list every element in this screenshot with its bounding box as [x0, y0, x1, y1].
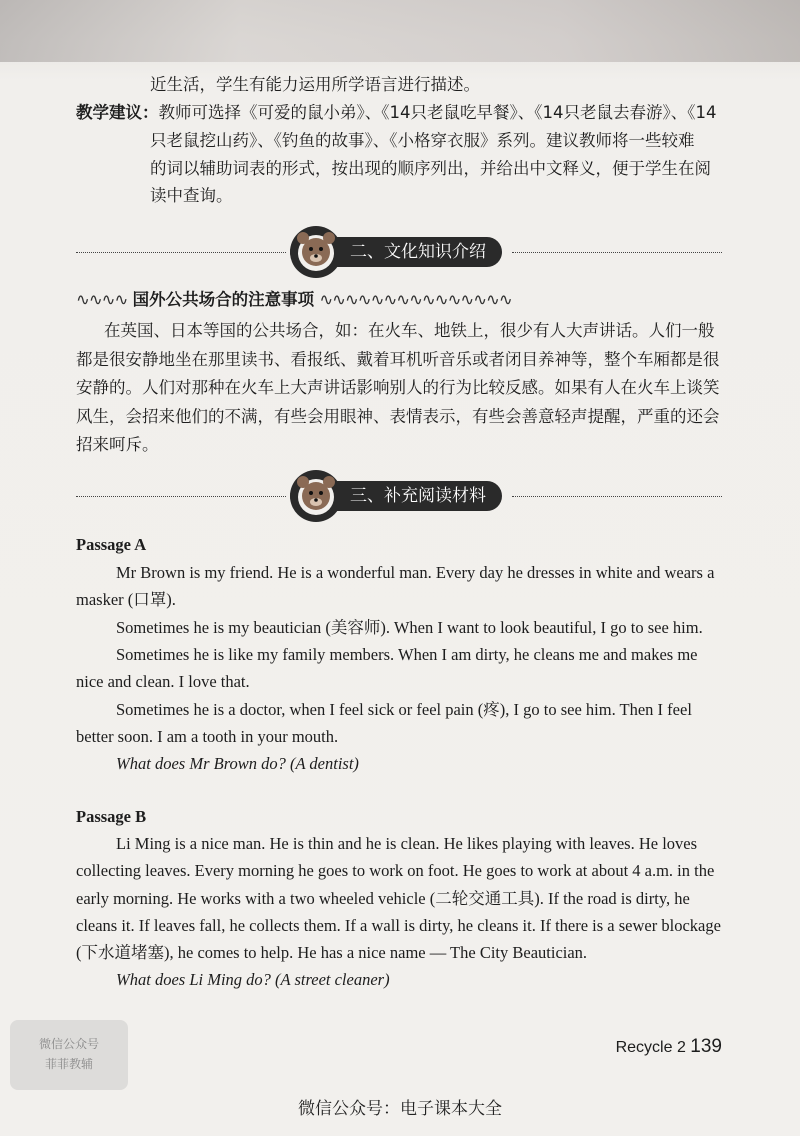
intro-line-1: 近生活，学生有能力运用所学语言进行描述。 [150, 75, 480, 94]
passage-b-line-1: Li Ming is a nice man. He is thin and he is clean. He likes playing with leaves. He loves [116, 834, 698, 853]
passage-a-line-2: masker (口罩). [76, 590, 176, 609]
intro-line-2: 教师可选择《可爱的鼠小弟》、《14只老鼠吃早餐》、《14只老鼠去春游》、《14 [158, 103, 717, 122]
passage-b-line-2: collecting leaves. Every morning he goes to work on foot. He goes to work at about 4 a.m. in the [76, 861, 715, 880]
watermark-line-2: 菲菲教辅 [44, 1057, 93, 1071]
intro-line-4: 的词以辅助词表的形式，按出现的顺序列出，并给出中文释义，便于学生在阅 [150, 159, 711, 178]
passage-a-line-6: Sometimes he is a doctor, when I feel sick or feel pain (疼), I go to see him. Then I feel [116, 700, 692, 719]
passage-a-line-1: Mr Brown is my friend. He is a wonderful man. Every day he dresses in white and wears a [116, 563, 715, 582]
page-top-shadow [0, 0, 800, 62]
passage-a-question: What does Mr Brown do? (A dentist) [116, 754, 359, 773]
section2-banner: 二、文化知识介绍 [290, 237, 502, 267]
passage-b-line-4: cleans it. If leaves fall, he collects them. If a wall is dirty, he cleans it. If there is a sewer blockage [76, 916, 721, 935]
recycle-label: Recycle 2 [615, 1039, 686, 1056]
section2-para-line-4: 风生，会招来他们的不满，有些会用眼神、表情表示，有些会善意轻声提醒，严重的还会 [76, 407, 720, 426]
watermark-line-1: 微信公众号 [38, 1037, 99, 1051]
bottom-caption: 微信公众号：电子课本大全 [298, 1099, 502, 1119]
section3-divider-right [512, 496, 722, 497]
bear-mascot-icon [288, 468, 344, 524]
passage-a-line-3: Sometimes he is my beautician (美容师). When I want to look beautiful, I go to see him. [116, 618, 703, 637]
passage-a-line-4: Sometimes he is like my family members. When I am dirty, he cleans me and makes me [116, 645, 698, 664]
section2-para-line-2: 都是很安静地坐在那里读书、看报纸、戴着耳机听音乐或者闭目养神等，整个车厢都是很 [76, 350, 720, 369]
passage-b-line-3: early morning. He works with a two wheeled vehicle (二轮交通工具). If the road is dirty, he [76, 889, 690, 908]
wavy-ornament-right: ∿∿∿∿∿∿∿∿∿∿∿∿∿∿∿ [319, 290, 512, 309]
section2-para-line-3: 安静的。人们对那种在火车上大声讲话影响别人的行为比较反感。如果有人在火车上谈笑 [76, 378, 720, 397]
page-number-block [616, 1036, 722, 1058]
page-number: 139 [690, 1036, 722, 1057]
passage-a-line-5: nice and clean. I love that. [76, 672, 250, 691]
passage-b-question: What does Li Ming do? (A street cleaner) [116, 970, 390, 989]
passage-a-title: Passage A [76, 535, 147, 554]
intro-line-3: 只老鼠挖山药》、《钓鱼的故事》、《小格穿衣服》系列。建议教师将一些较难 [150, 131, 695, 150]
section2-subtitle-row [76, 287, 512, 313]
section2-divider-left [76, 252, 286, 253]
section2-divider-right [512, 252, 722, 253]
section2-para-line-5: 招来呵斥。 [76, 435, 159, 454]
passage-a-line-7: better soon. I am a tooth in your mouth. [76, 727, 339, 746]
passage-b-line-5: (下水道堵塞), he comes to help. He has a nice name — The City Beautician. [76, 943, 588, 962]
section3-banner: 三、补充阅读材料 [290, 481, 502, 511]
passage-b-title: Passage B [76, 807, 147, 826]
teaching-suggestion-label: 教学建议： [76, 103, 159, 122]
wavy-ornament-left: ∿∿∿∿ [76, 290, 128, 309]
watermark-stamp [10, 1020, 128, 1090]
intro-row-2 [76, 100, 717, 126]
section3-divider-left [76, 496, 286, 497]
section2-subtitle: 国外公共场合的注意事项 [132, 290, 315, 309]
intro-line-5: 读中查询。 [150, 186, 233, 205]
bear-mascot-icon [288, 224, 344, 280]
section2-para-line-1: 在英国、日本等国的公共场合，如：在火车、地铁上，很少有人大声讲话。人们一般 [104, 321, 715, 340]
